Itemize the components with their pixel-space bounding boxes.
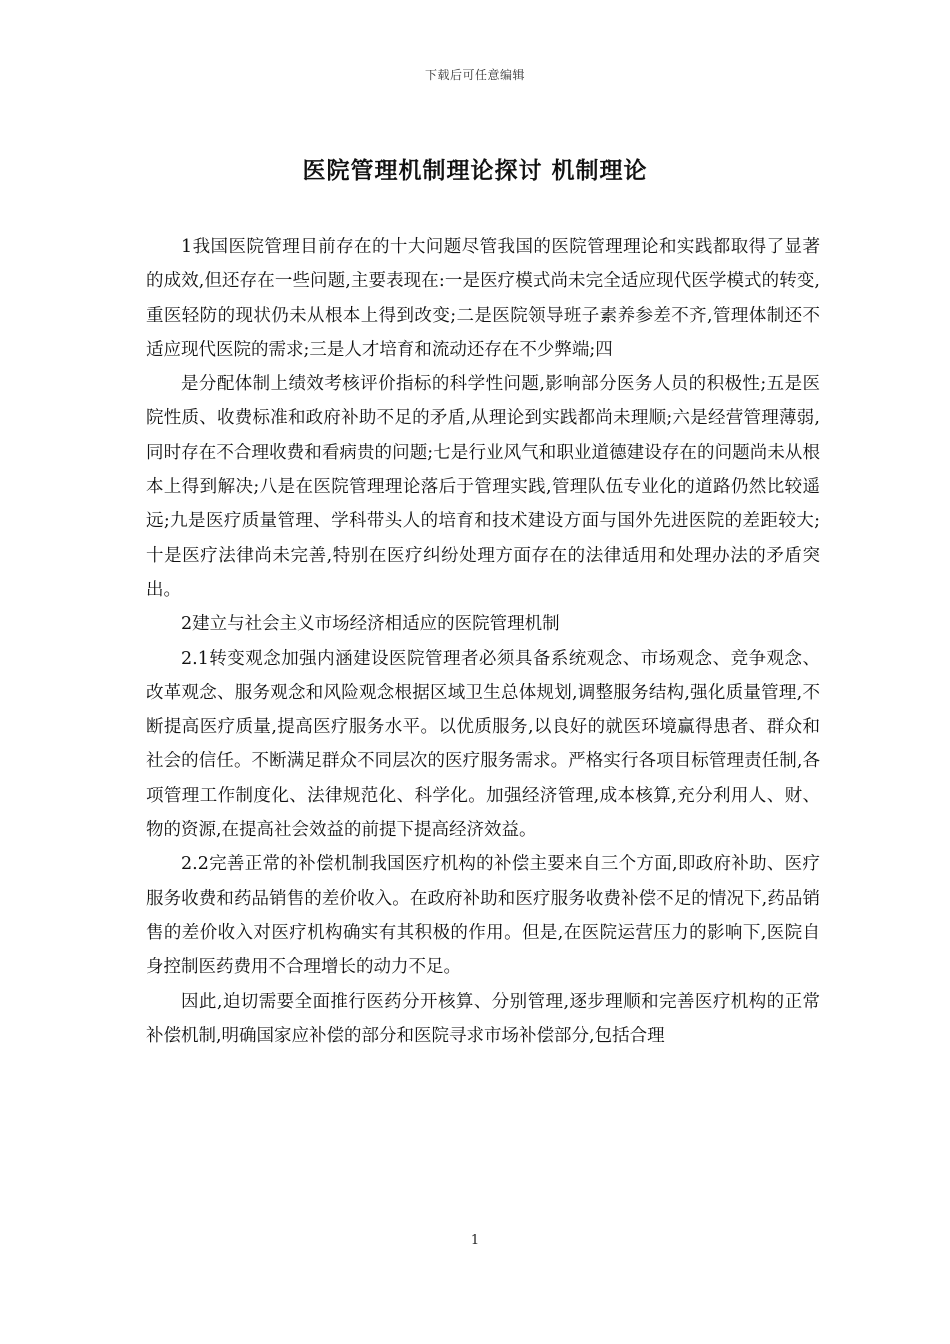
page-number: 1 — [470, 1233, 480, 1248]
document-body — [146, 230, 820, 1053]
document-title: 医院管理机制理论探讨 机制理论 — [302, 158, 648, 184]
page-header: 下载后可任意编辑 — [424, 68, 525, 82]
paragraph-2-1: 2.1转变观念加强内涵建设医院管理者必须具备系统观念、市场观念、竞争观念、改革观念、服务观念和风险观念根据区域卫生总体规划,调整服务结构,强化质量管理,不断提高医疗质量,提高医疗服务水平。以优质服务,以良好的就医环境赢得患者、群众和社会的信任。不断满足群众不同层次的医疗服务需求。严格实行各项目标管理责任制,各项管理工作制度化、法律规范化、科学化。加强经济管理,成本核算,充分利用人、财、物的资源,在提高社会效益的前提下提高经济效益。 — [146, 648, 820, 841]
paragraph-2: 是分配体制上绩效考核评价指标的科学性问题,影响部分医务人员的积极性;五是医院性质、收费标准和政府补助不足的矛盾,从理论到实践都尚未理顺;六是经营管理薄弱,同时存在不合理收费和看病贵的问题;七是行业风气和职业道德建设存在的问题尚未从根本上得到解决;八是在医院管理理论落后于管理实践,管理队伍专业化的道路仍然比较遥远;九是医疗质量管理、学科带头人的培育和技术建设方面与国外先进医院的差距较大;十是医疗法律尚未完善,特别在医疗纠纷处理方面存在的法律适用和处理办法的矛盾突出。 — [146, 374, 820, 600]
section-heading-2: 2建立与社会主义市场经济相适应的医院管理机制 — [181, 614, 560, 635]
paragraph-1: 1我国医院管理目前存在的十大问题尽管我国的医院管理理论和实践都取得了显著的成效,但还存在一些问题,主要表现在:一是医疗模式尚未完全适应现代医学模式的转变,重医轻防的现状仍未从根本上得到改变;二是医院领导班子素养参差不齐,管理体制还不适应现代医院的需求;三是人才培育和流动还存在不少弊端;四 — [146, 237, 820, 360]
paragraph-2-2: 2.2完善正常的补偿机制我国医疗机构的补偿主要来自三个方面,即政府补助、医疗服务收费和药品销售的差价收入。在政府补助和医疗服务收费补偿不足的情况下,药品销售的差价收入对医疗机构确实有其积极的作用。但是,在医院运营压力的影响下,医院自身控制医药费用不合理增长的动力不足。 — [146, 854, 820, 978]
paragraph-continued: 因此,迫切需要全面推行医药分开核算、分别管理,逐步理顺和完善医疗机构的正常补偿机制,明确国家应补偿的部分和医院寻求市场补偿部分,包括合理 — [146, 991, 820, 1046]
